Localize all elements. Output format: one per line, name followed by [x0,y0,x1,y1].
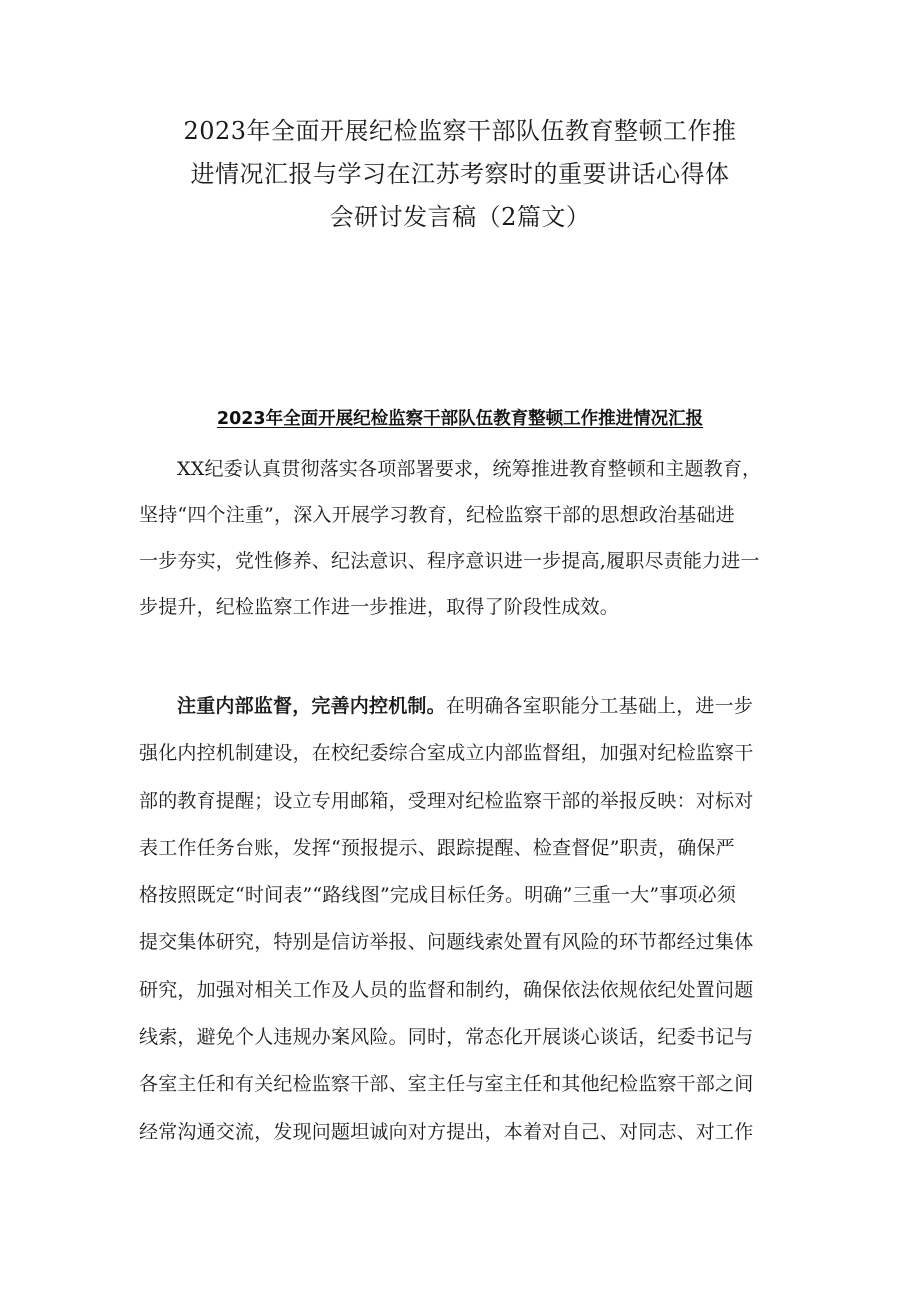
paragraph-line: 格按照既定“时间表”“路线图”完成目标任务。明确”三重一大”事项必须 [139,884,737,907]
document-title [100,110,820,239]
paragraph-line: 步提升，纪检监察工作进一步推进，取得了阶段性成效。 [139,596,620,618]
title-line: 2023年全面开展纪检监察干部队伍教育整顿工作推 [183,117,737,145]
paragraph-line: 经常沟通交流，发现问题坦诚向对方提出，本着对自己、对同志、对工作 [139,1120,754,1143]
internal-supervision-paragraph [139,683,789,1156]
paragraph-lead-bold: 注重内部监督，完善内控机制。 [177,695,446,717]
section-heading-text: 2023年全面开展纪检监察干部队伍教育整顿工作推进情况汇报 [216,409,704,429]
paragraph-line: 提交集体研究，特别是信访举报、问题线索处置有风险的环节都经过集体 [139,931,754,954]
paragraph-first-line [139,683,789,730]
paragraph-line: 各室主任和有关纪检监察干部、室主任与室主任和其他纪检监察干部之间 [139,1073,754,1096]
title-line: 会研讨发言稿（2篇文） [329,203,591,231]
paragraph-line: 强化内控机制建设，在校纪委综合室成立内部监督组，加强对纪检监察干 [139,742,754,765]
paragraph-line: 坚持“四个注重”，深入开展学习教育，纪检监察干部的思想政治基础进 [139,504,735,526]
paragraph-line: 部的教育提醒；设立专用邮箱，受理对纪检监察干部的举报反映：对标对 [139,789,754,812]
paragraph-line: XX纪委认真贯彻落实各项部署要求，统筹推进教育整顿和主题教育， [177,458,762,480]
title-line: 进情况汇报与学习在江苏考察时的重要讲话心得体 [190,160,730,188]
paragraph-line: 一步夯实，党性修养、纪法意识、程序意识进一步提高,履职尽责能力进一 [139,550,760,572]
paragraph-line: 线索，避免个人违规办案风险。同时，常态化开展谈心谈话，纪委书记与 [139,1026,754,1049]
paragraph-lead-rest: 在明确各室职能分工基础上，进一步 [445,695,754,717]
section-heading [100,404,820,434]
intro-paragraph [139,446,789,630]
paragraph-line: 表工作任务台账，发挥“预报提示、跟踪提醒、检查督促”职责，确保严 [139,836,735,859]
paragraph-line: 研究，加强对相关工作及人员的监督和制约，确保依法依规依纪处置问题 [139,978,754,1001]
